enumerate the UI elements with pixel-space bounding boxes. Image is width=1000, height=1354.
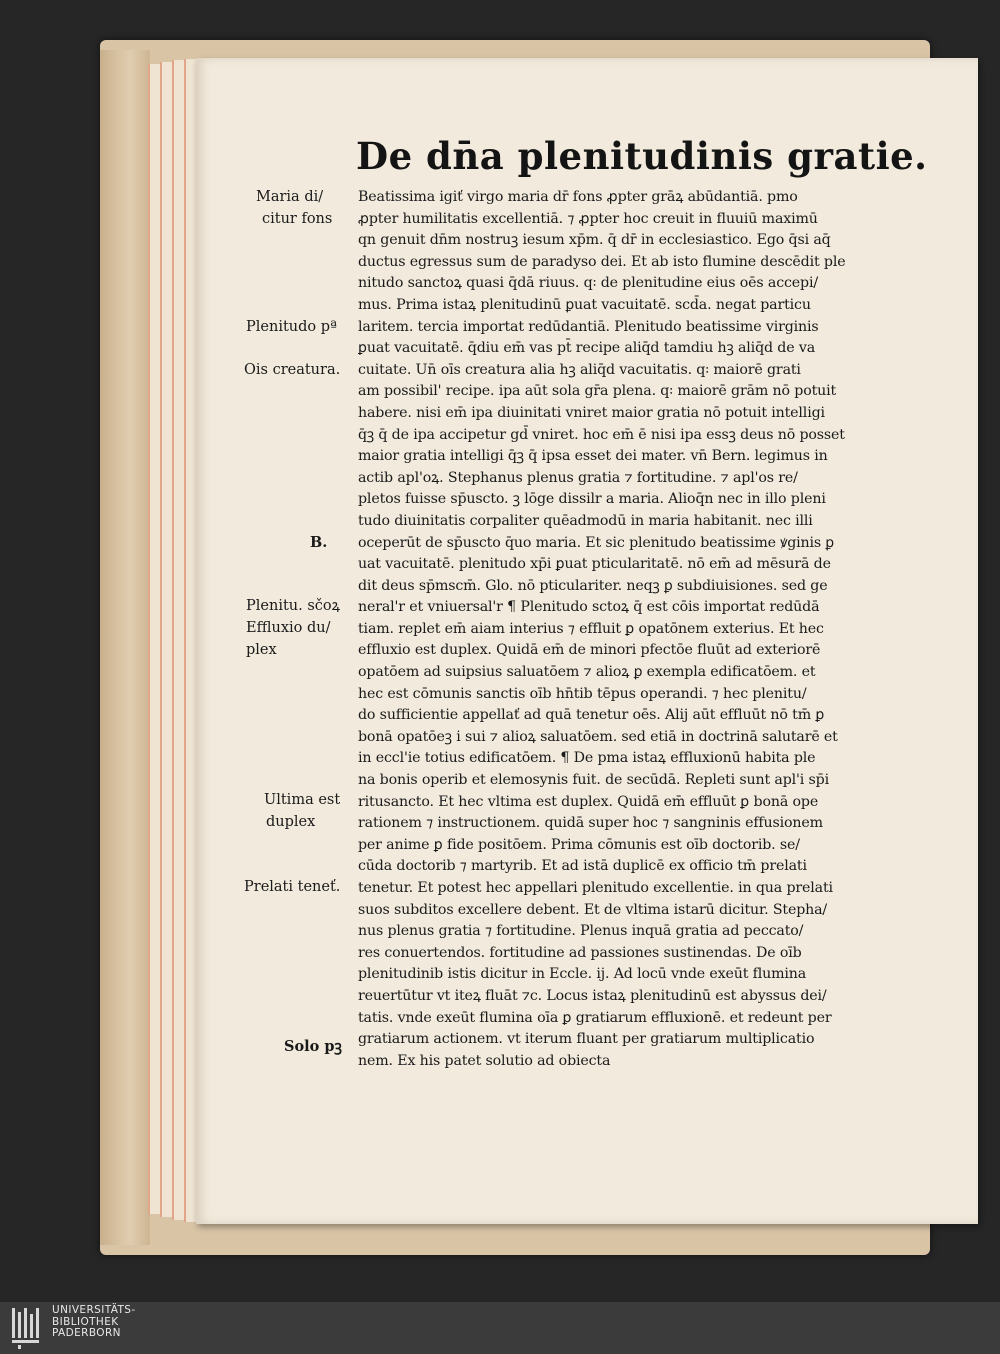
text-line: opatōem ad suipsius saluatōem ⁊ alioꝝ ꝑ exempla edificatōem. et bbox=[358, 664, 816, 681]
text-line: q̄ꝫ q̄ de ipa accipetur gd̄ vniret. hoc em̄ ē nisi ipa essꝫ deus nō posset bbox=[358, 426, 845, 443]
margin-note: Plenitu. sčoꝝ bbox=[246, 598, 341, 614]
margin-note: citur fons bbox=[262, 211, 333, 227]
text-line: plenitudinib istis dicitur in Eccle. ij. Ad locū vnde exeūt flumina bbox=[358, 966, 807, 983]
margin-note: Maria di/ bbox=[256, 189, 324, 205]
margin-note: Effluxio du/ bbox=[246, 620, 331, 636]
text-line: qn genuit dn̄m nostruꝫ iesum xp̄m. q̄ dr̄ in ecclesiastico. Ego q̄si aq̄ bbox=[358, 232, 831, 249]
text-line: effluxio est duplex. Quidā em̄ de minori pfectōe fluūt ad exteriorē bbox=[358, 642, 821, 659]
margin-note: Ois creatura. bbox=[244, 362, 341, 378]
margin-note: Ultima est bbox=[264, 792, 341, 808]
text-line: oceperūt de sp̄uscto q̄uo maria. Et sic plenitudo beatissime ꝟginis ꝑ bbox=[358, 534, 834, 551]
text-line: hec est cōmunis sanctis oīb hn̄tib tēpus operandi. ⁊ hec plenitu/ bbox=[358, 685, 807, 702]
text-line: laritem. tercia importat redūdantiā. Plenitudo beatissime virginis bbox=[358, 318, 819, 335]
library-name-line: PADERBORN bbox=[52, 1327, 121, 1339]
text-line: cūda doctorib ⁊ martyrib. Et ad istā duplicē ex officio tm̄ prelati bbox=[358, 858, 807, 875]
text-line: Beatissima igiť virgo maria dr̄ fons ꝓpter grāꝝ abūdantiā. pmo bbox=[358, 189, 798, 205]
text-line: neral'r et vniuersal'r ¶ Plenitudo sctoꝝ q̄ est cōis importat redūdā bbox=[358, 599, 820, 616]
margin-note: Prelati teneť. bbox=[244, 879, 341, 895]
library-name-line: UNIVERSITÄTS- bbox=[52, 1304, 136, 1316]
text-line: cuitate. Un̄ oīs creatura alia hꝫ aliq̄d vacuitatis. q꞉ maiorē grati bbox=[358, 361, 801, 378]
text-line: dit deus sp̄mscm̄. Glo. nō pticulariter. neqꝫ ꝑ subdiuisiones. sed ge bbox=[358, 577, 828, 594]
text-line: na bonis operib et elemosynis fuit. de secūdā. Repleti sunt apl'i sp̄i bbox=[358, 772, 829, 789]
text-line: ꝓpter humilitatis excellentiā. ⁊ ꝓpter hoc creuit in fluuiū maximū bbox=[358, 210, 818, 227]
body-text bbox=[358, 187, 888, 1072]
margin-note: B. bbox=[310, 534, 328, 551]
text-line: rationem ⁊ instructionem. quidā super hoc ⁊ sangninis effusionem bbox=[358, 815, 823, 832]
text-line: per anime ꝑ fide positōem. Prima cōmunis est oīb doctorib. se/ bbox=[358, 836, 800, 853]
text-line: tudo diuinitatis corpaliter quēadmodū in maria habitanit. nec illi bbox=[358, 512, 813, 529]
text-line: uat vacuitatē. plenitudo xp̄i ꝑuat pticularitatē. nō em̄ ad mēsurā de bbox=[358, 556, 831, 573]
text-line: gratiarum actionem. vt iterum fluant per gratiarum multiplicatio bbox=[358, 1031, 815, 1048]
library-name bbox=[52, 1305, 136, 1340]
text-line: reuertūtur vt iteꝝ fluāt ⁊c. Locus istaꝝ plenitudinū est abyssus dei/ bbox=[358, 987, 827, 1004]
text-line: ꝑuat vacuitatē. q̄diu em̄ vas pt̄ recipe aliq̄d tamdiu hꝫ aliq̄d de va bbox=[358, 340, 816, 357]
text-line: ritusancto. Et hec vltima est duplex. Quidā em̄ effluūt ꝑ bonā ope bbox=[358, 793, 819, 810]
margin-note: plex bbox=[246, 642, 277, 658]
text-line: actib apl'oꝝ. Stephanus plenus gratia ⁊ fortitudine. ⁊ apl'os re/ bbox=[358, 469, 798, 486]
text-line: nus plenus gratia ⁊ fortitudine. Plenus inquā gratia ad peccato/ bbox=[358, 923, 804, 940]
text-line: maior gratia intelligi q̄ꝫ q̄ ipsa esset dei mater. vn̄ Bern. legimus in bbox=[358, 448, 828, 465]
text-line: mus. Prima istaꝝ plenitudinū ꝑuat vacuitatē. scd̄a. negat particu bbox=[358, 296, 811, 313]
binding-spine-edge bbox=[100, 50, 150, 1245]
text-line: nitudo sanctoꝝ quasi q̄dā riuus. q꞉ de plenitudine eius oēs accepi/ bbox=[358, 275, 819, 292]
text-line: habere. nisi em̄ ipa diuinitati vniret maior gratia nō potuit intelligi bbox=[358, 404, 825, 421]
text-line: tatis. vnde exeūt flumina oīa ꝑ gratiarum effluxionē. et redeunt per bbox=[358, 1009, 832, 1026]
page-heading: De dn̄a plenitudinis gratie. bbox=[356, 134, 928, 178]
library-logo-icon bbox=[10, 1306, 46, 1350]
text-line: pletos fuisse sp̄uscto. ꝫ lōge dissilr a maria. Alioq̄n nec in illo pleni bbox=[358, 491, 826, 508]
text-line: tiam. replet em̄ aiam interius ⁊ effluit ꝑ opatōnem exterius. Et hec bbox=[358, 620, 824, 637]
margin-note: Plenitudo pª bbox=[246, 319, 337, 335]
library-name-line: BIBLIOTHEK bbox=[52, 1315, 119, 1328]
text-line: suos subditos excellere debent. Et de vltima istarū dicitur. Stepha/ bbox=[358, 901, 828, 918]
text-line: am possibil' recipe. ipa aūt sola gr̄a plena. q꞉ maiorē grām nō potuit bbox=[358, 383, 837, 400]
text-line: res conuertendos. fortitudine ad passiones sustinendas. De oīb bbox=[358, 944, 802, 961]
text-line: tenetur. Et potest hec appellari plenitudo excellentie. in qua prelati bbox=[358, 880, 833, 896]
text-line: ductus egressus sum de paradyso dei. Et ab isto flumine descēdit ple bbox=[358, 253, 846, 270]
margin-note: duplex bbox=[266, 814, 316, 830]
text-line: in eccl'ie totius edificatōem. ¶ De pma istaꝝ effluxionū habita ple bbox=[358, 750, 816, 767]
text-line: nem. Ex his patet solutio ad obiecta bbox=[358, 1052, 611, 1069]
footer-bar bbox=[0, 1302, 1000, 1354]
text-line: bonā opatōeꝫ i sui ⁊ alioꝝ saluatōem. sed etiā in doctrinā salutarē et bbox=[358, 728, 838, 745]
text-line: do sufficientie appellať ad quā tenetur oēs. Alij aūt effluūt nō tm̄ ꝑ bbox=[358, 707, 825, 724]
margin-note: Solo pꝫ bbox=[284, 1038, 342, 1055]
